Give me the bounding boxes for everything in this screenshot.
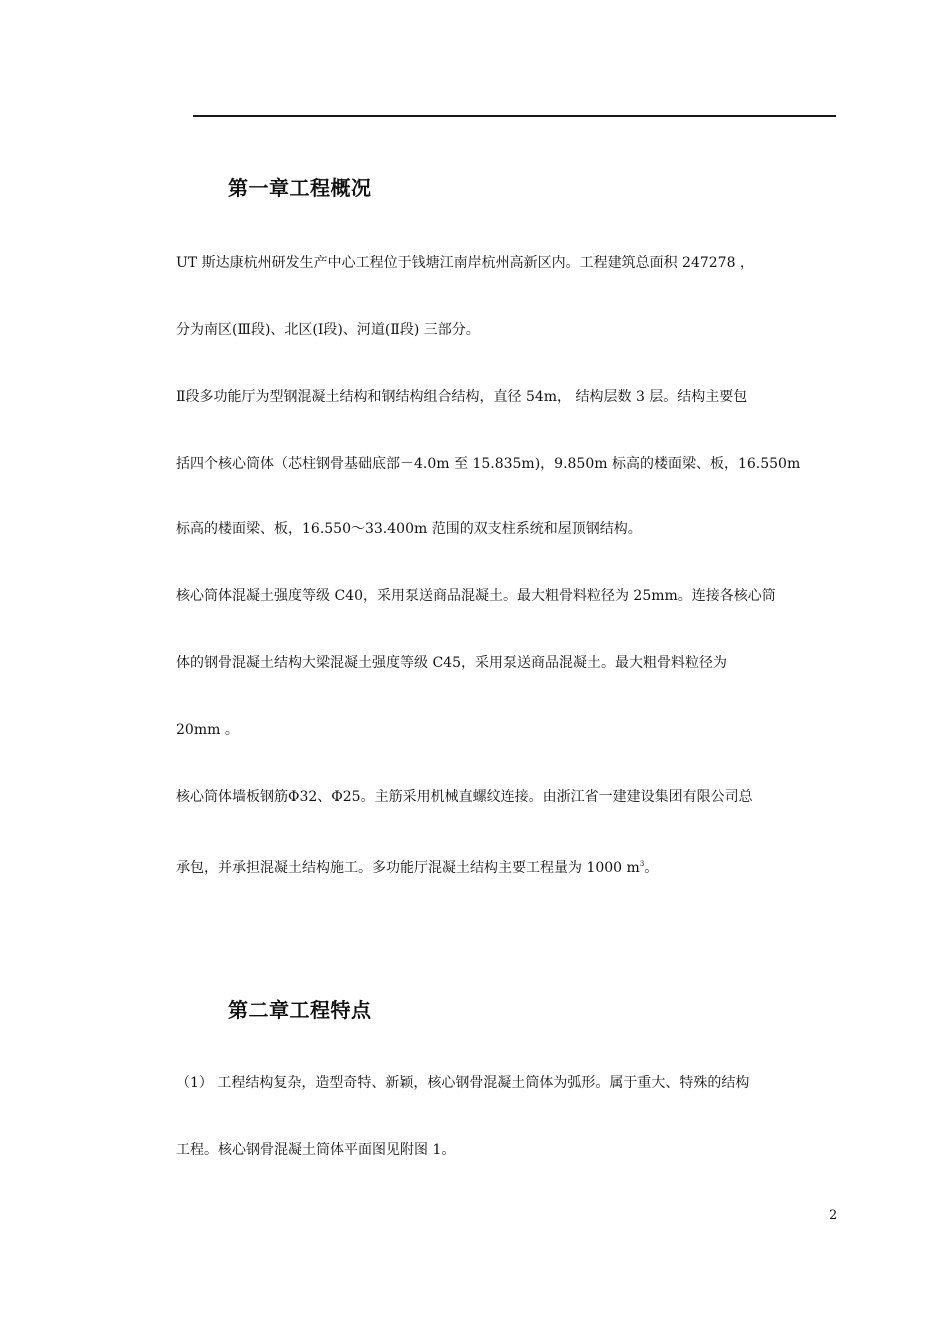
- chapter-2-line-1: （1） 工程结构复杂，造型奇特、新颖，核心钢骨混凝土筒体为弧形。属于重大、特殊的结构: [176, 1075, 750, 1091]
- chapter-1-line-7: 体的钢骨混凝土结构大梁混凝土强度等级 C45，采用泵送商品混凝土。最大粗骨料粒径为: [176, 655, 727, 671]
- chapter-1-line-10-text: 承包，并承担混凝土结构施工。多功能厅混凝土结构主要工程量为 1000 m: [176, 860, 640, 876]
- chapter-1-line-2: 分为南区(Ⅲ段)、北区(Ⅰ段)、河道(Ⅱ段) 三部分。: [176, 322, 480, 338]
- chapter-1-line-8: 20mm 。: [176, 722, 239, 738]
- chapter-2-title: 第二章工程特点: [228, 998, 372, 1022]
- chapter-1-line-9: 核心筒体墙板钢筋Φ32、Φ25。主筋采用机械直螺纹连接。由浙江省一建建设集团有限公司总: [176, 789, 753, 805]
- chapter-1-line-1: UT 斯达康杭州研发生产中心工程位于钱塘江南岸杭州高新区内。工程建筑总面积 247278 ，: [176, 255, 754, 271]
- chapter-1-line-5: 标高的楼面梁、板，16.550～33.400m 范围的双支柱系统和屋顶钢结构。: [176, 521, 642, 537]
- chapter-1-line-10-tail: 。: [644, 860, 659, 876]
- chapter-1-line-10: [176, 854, 658, 878]
- chapter-1-line-4: 括四个核心筒体（芯柱钢骨基础底部－4.0m 至 15.835m)，9.850m 标高的楼面梁、板，16.550m: [176, 456, 801, 472]
- cubic-unit-superscript: 3: [639, 860, 645, 868]
- chapter-1-line-3: Ⅱ段多功能厅为型钢混凝土结构和钢结构组合结构，直径 54m， 结构层数 3 层。结构主要包: [176, 389, 748, 405]
- page-number: 2: [829, 1208, 838, 1223]
- chapter-1-title: 第一章工程概况: [228, 176, 372, 200]
- chapter-1-line-6: 核心筒体混凝土强度等级 C40，采用泵送商品混凝土。最大粗骨料粒径为 25mm。连接各核心筒: [176, 588, 776, 604]
- header-rule: [193, 115, 836, 117]
- chapter-2-line-2: 工程。核心钢骨混凝土筒体平面图见附图 1。: [176, 1142, 456, 1158]
